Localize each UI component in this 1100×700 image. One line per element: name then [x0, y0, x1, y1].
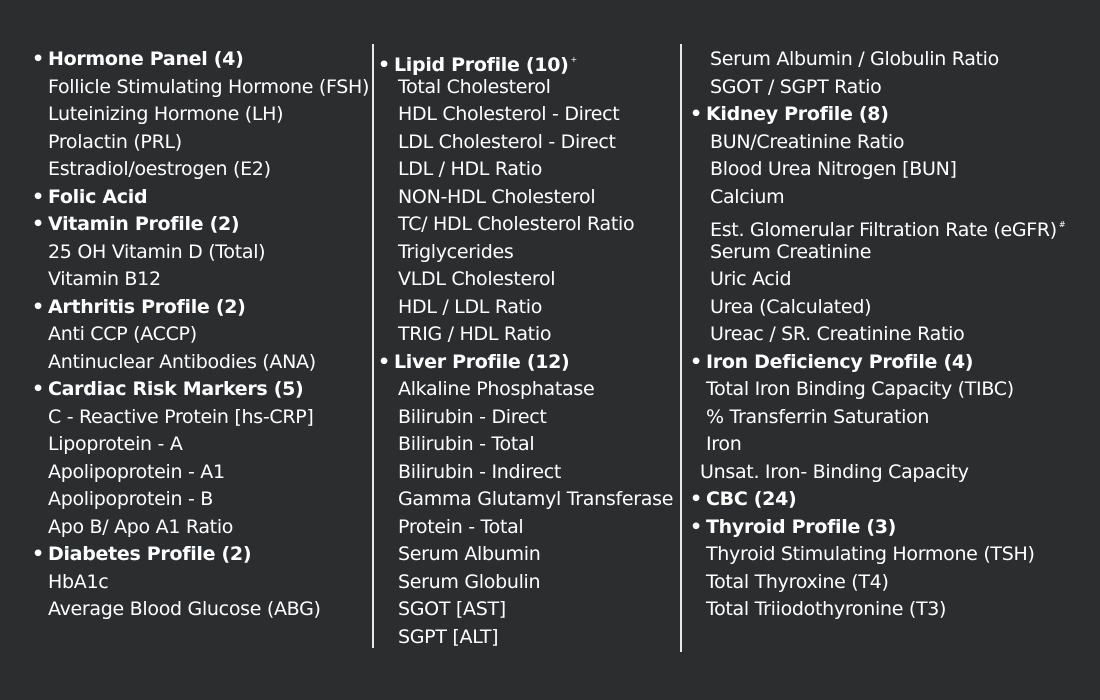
bullet-icon: • [378, 350, 390, 373]
section-folic-acid: • Folic Acid [32, 184, 372, 212]
column-divider-1 [372, 44, 374, 648]
list-item: TC/ HDL Cholesterol Ratio [398, 213, 635, 235]
list-item: Serum Albumin / Globulin Ratio [710, 48, 999, 70]
bullet-icon: • [32, 185, 44, 208]
section-vitamin-profile: • Vitamin Profile (2) [32, 211, 372, 239]
section-kidney-profile: • Kidney Profile (8) [690, 101, 1090, 129]
column-3 [690, 46, 1090, 624]
column-divider-2 [680, 44, 682, 652]
bullet-icon: • [690, 515, 702, 538]
list-item: Antinuclear Antibodies (ANA) [48, 350, 316, 373]
list-item: Urea (Calculated) [710, 295, 872, 318]
list-item: Prolactin (PRL) [48, 130, 182, 153]
bullet-icon: • [32, 213, 44, 235]
list-item: Total Triiodothyronine (T3) [706, 598, 947, 620]
list-item: HDL / LDL Ratio [398, 295, 543, 318]
list-item: LDL / HDL Ratio [398, 158, 543, 180]
section-arthritis-profile: • Arthritis Profile (2) [32, 294, 372, 322]
footnote-mark: # [1058, 220, 1066, 229]
list-item: % Transferrin Saturation [706, 405, 930, 428]
column-2 [378, 46, 678, 651]
list-item: Average Blood Glucose (ABG) [48, 598, 321, 620]
list-item: TRIG / HDL Ratio [398, 323, 552, 345]
footnote-mark: + [570, 55, 577, 64]
list-item: Alkaline Phosphatase [398, 378, 595, 400]
list-item: LDL Cholesterol - Direct [398, 130, 616, 153]
list-item: Protein - Total [398, 515, 524, 538]
list-item: Estradiol/oestrogen (E2) [48, 158, 271, 180]
list-item: Total Iron Binding Capacity (TIBC) [706, 378, 1014, 400]
bullet-icon: • [32, 295, 44, 318]
list-item: Total Cholesterol [398, 75, 551, 98]
list-item: Uric Acid [710, 268, 792, 290]
list-item: Apo B/ Apo A1 Ratio [48, 515, 234, 538]
list-item: SGOT / SGPT Ratio [710, 75, 882, 98]
list-item: Apolipoprotein - A1 [48, 460, 225, 483]
section-lipid-profile: • Lipid Profile (10) + [378, 46, 678, 74]
section-cbc: • CBC (24) [690, 486, 1090, 514]
bullet-icon: • [32, 48, 44, 70]
list-item: Total Thyroxine (T4) [706, 570, 889, 593]
list-item: Vitamin B12 [48, 268, 161, 290]
list-item: Anti CCP (ACCP) [48, 323, 197, 345]
list-item: Follicle Stimulating Hormone (FSH) [48, 75, 370, 98]
list-item: Est. Glomerular Filtration Rate (eGFR) # [710, 219, 1066, 241]
bullet-icon: • [690, 488, 702, 510]
list-item: Lipoprotein - A [48, 433, 183, 455]
list-item: BUN/Creatinine Ratio [710, 130, 905, 153]
column-1 [32, 46, 372, 624]
list-item: Iron [706, 433, 742, 455]
list-item: Bilirubin - Indirect [398, 460, 562, 483]
list-item: Serum Globulin [398, 570, 541, 593]
list-item: NON-HDL Cholesterol [398, 185, 596, 208]
list-item: 25 OH Vitamin D (Total) [48, 240, 266, 263]
section-iron-deficiency-profile: • Iron Deficiency Profile (4) [690, 349, 1090, 377]
section-diabetes-profile: • Diabetes Profile (2) [32, 541, 372, 569]
list-item: Ureac / SR. Creatinine Ratio [710, 323, 965, 345]
bullet-icon: • [32, 543, 44, 565]
list-item: C - Reactive Protein [hs-CRP] [48, 405, 314, 428]
list-item: Blood Urea Nitrogen [BUN] [710, 158, 957, 180]
section-liver-profile: • Liver Profile (12) [378, 349, 678, 377]
list-item: Serum Albumin [398, 543, 541, 565]
list-item: HbA1c [48, 570, 109, 593]
list-item: Thyroid Stimulating Hormone (TSH) [706, 543, 1035, 565]
list-item: Unsat. Iron- Binding Capacity [700, 460, 969, 483]
list-item: Gamma Glutamyl Transferase [398, 488, 674, 510]
section-cardiac-risk-markers: • Cardiac Risk Markers (5) [32, 376, 372, 404]
list-item: VLDL Cholesterol [398, 268, 556, 290]
bullet-icon: • [690, 103, 702, 125]
list-item: Bilirubin - Direct [398, 405, 547, 428]
bullet-icon: • [32, 378, 44, 400]
list-item: SGPT [ALT] [398, 625, 499, 648]
list-item: Apolipoprotein - B [48, 488, 214, 510]
list-item: Luteinizing Hormone (LH) [48, 103, 284, 125]
section-thyroid-profile: • Thyroid Profile (3) [690, 514, 1090, 542]
bullet-icon: • [690, 350, 702, 373]
list-item: Triglycerides [398, 240, 514, 263]
list-item: SGOT [AST] [398, 598, 506, 620]
bullet-icon: • [378, 54, 390, 76]
list-item: HDL Cholesterol - Direct [398, 103, 620, 125]
list-item: Serum Creatinine [710, 240, 872, 263]
list-item: Calcium [710, 185, 785, 208]
section-hormone-panel: • Hormone Panel (4) [32, 46, 372, 74]
list-item: Bilirubin - Total [398, 433, 535, 455]
